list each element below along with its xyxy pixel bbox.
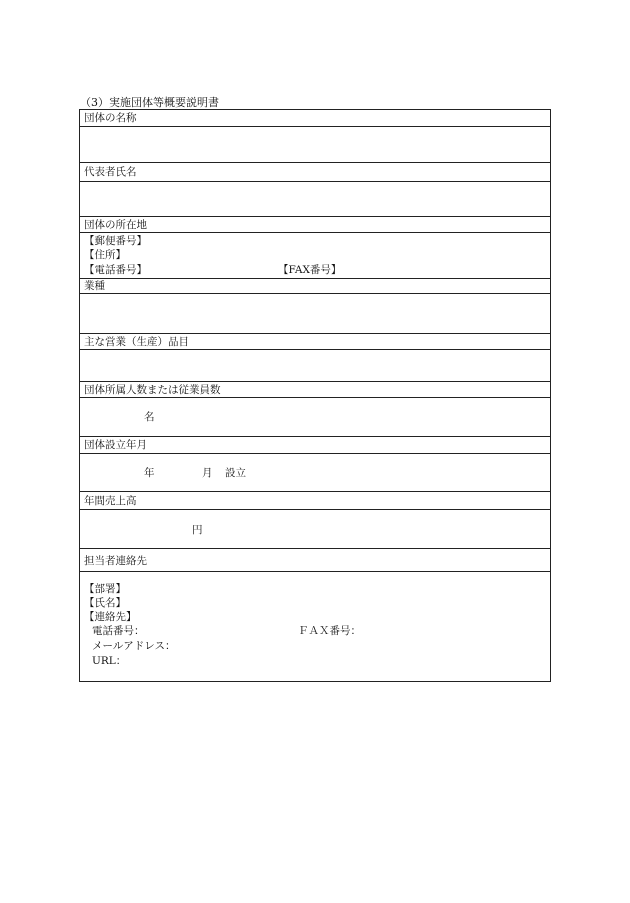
sales-label-row <box>80 492 550 510</box>
page-title: （3）実施団体等概要説明書 <box>80 96 219 109</box>
group-name-field[interactable] <box>80 127 550 163</box>
sales-field[interactable] <box>80 510 550 549</box>
group-name-label-row <box>80 110 550 127</box>
contact-label-row <box>80 549 550 572</box>
group-name-label: 団体の名称 <box>84 112 137 124</box>
established-field[interactable] <box>80 454 550 492</box>
overview-form <box>79 109 551 682</box>
industry-label: 業種 <box>84 280 105 292</box>
postal-code-label: 【郵便番号】 <box>84 235 147 247</box>
address-field[interactable] <box>80 233 550 279</box>
products-label-row <box>80 334 550 350</box>
sales-unit: 円 <box>192 524 203 536</box>
products-field[interactable] <box>80 350 550 382</box>
employees-unit: 名 <box>144 411 155 423</box>
representative-label: 代表者氏名 <box>84 166 137 178</box>
established-suffix: 設立 <box>225 467 246 479</box>
address-line-label: 【住所】 <box>84 249 126 261</box>
contact-email-label: メールアドレス： <box>92 640 176 652</box>
sales-label: 年間売上高 <box>84 495 137 507</box>
contact-info-label: 【連絡先】 <box>84 611 137 623</box>
address-label-row <box>80 217 550 233</box>
contact-name-label: 【氏名】 <box>84 597 126 609</box>
contact-fax-label: ＦＡＸ番号： <box>298 625 361 637</box>
contact-department-label: 【部署】 <box>84 583 126 595</box>
representative-label-row <box>80 163 550 182</box>
established-label: 団体設立年月 <box>84 439 147 451</box>
address-label: 団体の所在地 <box>84 219 147 231</box>
industry-field[interactable] <box>80 294 550 334</box>
address-fax-label: 【FAX番号】 <box>278 264 342 276</box>
established-label-row <box>80 437 550 454</box>
industry-label-row <box>80 279 550 294</box>
contact-field[interactable] <box>80 572 550 681</box>
products-label: 主な営業（生産）品目 <box>84 336 189 348</box>
contact-label: 担当者連絡先 <box>84 555 147 567</box>
employees-field[interactable] <box>80 398 550 437</box>
employees-label-row <box>80 382 550 398</box>
address-phone-label: 【電話番号】 <box>84 264 147 276</box>
representative-field[interactable] <box>80 182 550 217</box>
contact-url-label: URL： <box>92 655 127 667</box>
established-year: 年 <box>144 467 155 479</box>
contact-phone-label: 電話番号： <box>92 625 145 637</box>
established-month: 月 <box>202 467 213 479</box>
employees-label: 団体所属人数または従業員数 <box>84 384 221 396</box>
